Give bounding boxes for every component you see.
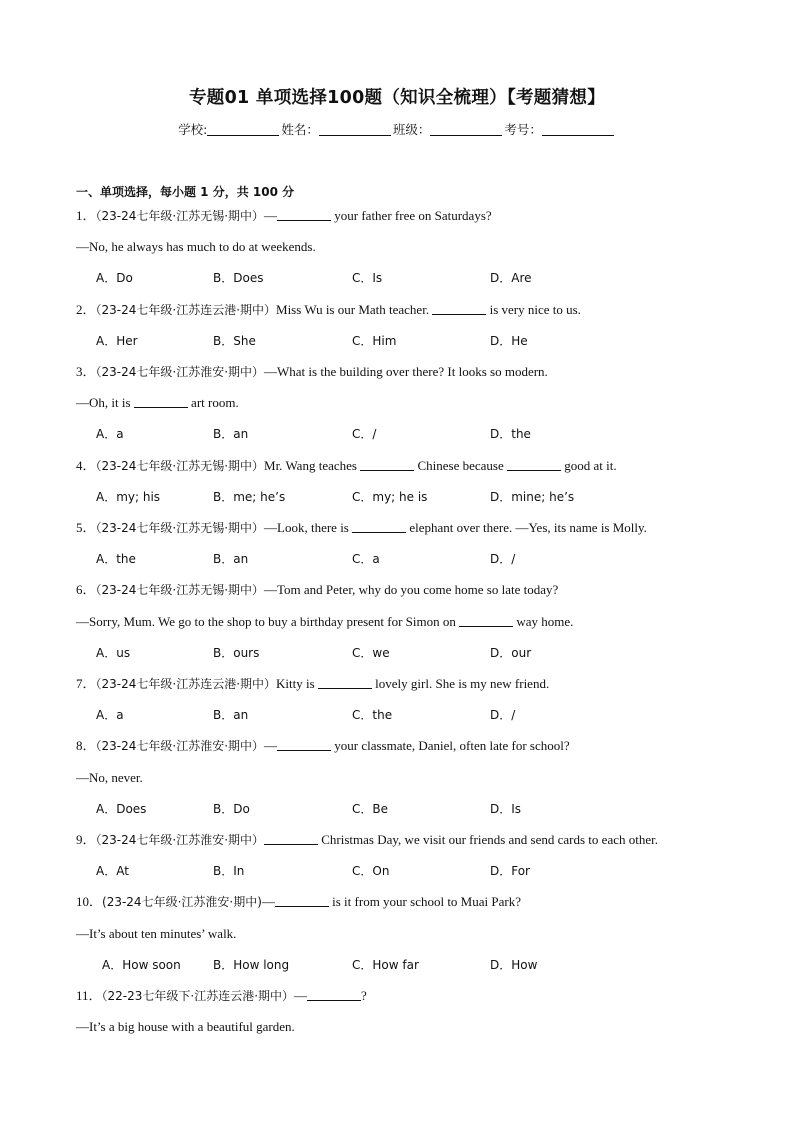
question-source: （23-24七年级·江苏淮安·期中） — [95, 365, 265, 379]
question-source: （23-24七年级·江苏无锡·期中） — [95, 209, 265, 223]
student-info-line — [0, 120, 794, 138]
option-c[interactable]: C．Is — [352, 271, 383, 285]
question-source: （23-24七年级·江苏连云港·期中） — [95, 677, 277, 691]
option-b[interactable]: B．How long — [213, 958, 290, 972]
question-number: 6． — [76, 582, 96, 597]
question-4-options — [76, 487, 754, 507]
name-label: 姓名： — [281, 122, 319, 137]
answer-blank[interactable] — [277, 208, 331, 221]
option-b[interactable]: B．Do — [213, 802, 250, 816]
question-6 — [76, 580, 754, 600]
question-11 — [76, 986, 754, 1006]
section-heading: 一、单项选择，每小题 1 分，共 100 分 — [76, 185, 295, 199]
option-c[interactable]: C．my; he is — [352, 490, 428, 504]
question-text: — — [264, 738, 278, 753]
question-2-options — [76, 331, 754, 351]
class-blank[interactable] — [430, 122, 502, 136]
question-1-line2: —No, he always has much to do at weekends. — [76, 239, 316, 254]
option-b[interactable]: B．In — [213, 864, 245, 878]
question-2 — [76, 300, 754, 320]
question-text: way home. — [513, 614, 574, 629]
question-8-options — [76, 799, 754, 819]
option-d[interactable]: D．mine; he’s — [490, 490, 575, 504]
question-6-options — [76, 643, 754, 663]
question-text: —Oh, it is — [76, 395, 134, 410]
name-blank[interactable] — [319, 122, 391, 136]
question-4 — [76, 456, 754, 476]
question-text: Christmas Day, we visit our friends and send cards to each other. — [318, 832, 658, 847]
option-c[interactable]: C．we — [352, 646, 390, 660]
question-text: Mr. Wang teaches — [264, 458, 361, 473]
question-text: — — [264, 208, 278, 223]
answer-blank[interactable] — [432, 302, 486, 315]
question-source: （23-24七年级·江苏淮安·期中） — [95, 739, 265, 753]
question-number: 3． — [76, 364, 96, 379]
question-7-options — [76, 705, 754, 725]
question-text: lovely girl. She is my new friend. — [371, 676, 550, 691]
answer-blank[interactable] — [360, 458, 414, 471]
question-3-line2 — [76, 393, 754, 413]
option-a[interactable]: A．Her — [96, 334, 138, 348]
option-c[interactable]: C．a — [352, 552, 380, 566]
option-b[interactable]: B．ours — [213, 646, 260, 660]
option-d[interactable]: D．How — [490, 958, 538, 972]
question-text: art room. — [187, 395, 239, 410]
question-source: (23-24七年级·江苏淮安·期中) — [102, 895, 262, 909]
question-source: （23-24七年级·江苏淮安·期中） — [95, 833, 265, 847]
question-text: —Sorry, Mum. We go to the shop to buy a birthday present for Simon on — [76, 614, 460, 629]
question-1 — [76, 206, 754, 226]
question-text: good at it. — [560, 458, 617, 473]
option-a[interactable]: A．the — [96, 552, 136, 566]
answer-blank[interactable] — [264, 832, 318, 845]
answer-blank[interactable] — [459, 614, 513, 627]
option-d[interactable]: D．Is — [490, 802, 522, 816]
question-source: （23-24七年级·江苏无锡·期中） — [95, 583, 265, 597]
question-9 — [76, 830, 754, 850]
question-1-options — [76, 268, 754, 288]
option-b[interactable]: B．me; he’s — [213, 490, 286, 504]
question-number: 2． — [76, 302, 96, 317]
question-number: 4． — [76, 458, 96, 473]
question-text: elephant over there. —Yes, its name is Molly. — [406, 520, 647, 535]
question-text: Kitty is — [276, 676, 318, 691]
question-8-line2: —No, never. — [76, 770, 143, 785]
question-number: 11． — [76, 988, 102, 1003]
question-text: Chinese because — [414, 458, 507, 473]
school-label: 学校: — [178, 122, 208, 137]
question-text: Miss Wu is our Math teacher. — [276, 302, 433, 317]
question-3 — [76, 362, 754, 382]
option-a[interactable]: A．a — [96, 708, 124, 722]
question-text: is very nice to us. — [486, 302, 581, 317]
option-c[interactable]: C．Be — [352, 802, 388, 816]
question-text: your classmate, Daniel, often late for school? — [331, 738, 570, 753]
option-a[interactable]: A．Do — [96, 271, 133, 285]
question-10-line2: —It’s about ten minutes’ walk. — [76, 926, 237, 941]
answer-blank[interactable] — [507, 458, 561, 471]
option-a[interactable]: A．a — [96, 427, 124, 441]
question-source: （22-23七年级下·江苏连云港·期中） — [101, 989, 295, 1003]
option-a[interactable]: A．At — [96, 864, 129, 878]
option-c[interactable]: C．Him — [352, 334, 397, 348]
option-d[interactable]: D．our — [490, 646, 532, 660]
option-a[interactable]: A．How soon — [102, 958, 181, 972]
question-text: ? — [361, 988, 367, 1003]
question-5 — [76, 518, 754, 538]
question-number: 9． — [76, 832, 96, 847]
option-a[interactable]: A．us — [96, 646, 131, 660]
question-number: 5． — [76, 520, 96, 535]
option-d[interactable]: D．/ — [490, 552, 516, 566]
question-text: —Tom and Peter, why do you come home so late today? — [264, 582, 559, 597]
school-blank[interactable] — [207, 122, 279, 136]
answer-blank[interactable] — [352, 520, 406, 533]
question-5-options — [76, 549, 754, 569]
option-d[interactable]: D．the — [490, 427, 531, 441]
number-label: 考号： — [504, 122, 542, 137]
question-text: is it from your school to Muai Park? — [328, 894, 521, 909]
option-a[interactable]: A．Does — [96, 802, 147, 816]
option-d[interactable]: D．/ — [490, 708, 516, 722]
question-10 — [76, 892, 754, 912]
document-title: 专题01 单项选择100题（知识全梳理）【考题猜想】 — [188, 88, 606, 108]
question-number: 1． — [76, 208, 96, 223]
option-b[interactable]: B．She — [213, 334, 256, 348]
question-3-options — [76, 424, 754, 444]
question-text: your father free on Saturdays? — [331, 208, 492, 223]
question-text: —Look, there is — [264, 520, 353, 535]
option-c[interactable]: C．the — [352, 708, 393, 722]
number-blank[interactable] — [542, 122, 614, 136]
option-c[interactable]: C．/ — [352, 427, 377, 441]
question-8 — [76, 736, 754, 756]
option-d[interactable]: D．He — [490, 334, 528, 348]
question-number: 7． — [76, 676, 96, 691]
question-text: —What is the building over there? It looks so modern. — [264, 364, 548, 379]
option-d[interactable]: D．Are — [490, 271, 532, 285]
question-11-line2: —It’s a big house with a beautiful garden. — [76, 1019, 295, 1034]
question-source: （23-24七年级·江苏无锡·期中） — [95, 459, 265, 473]
question-7 — [76, 674, 754, 694]
answer-blank[interactable] — [277, 738, 331, 751]
question-source: （23-24七年级·江苏无锡·期中） — [95, 521, 265, 535]
answer-blank[interactable] — [275, 894, 329, 907]
option-c[interactable]: C．On — [352, 864, 390, 878]
option-a[interactable]: A．my; his — [96, 490, 161, 504]
question-number: 10． — [76, 894, 103, 909]
option-b[interactable]: B．an — [213, 552, 249, 566]
question-9-options — [76, 861, 754, 881]
answer-blank[interactable] — [307, 988, 361, 1001]
option-b[interactable]: B．an — [213, 427, 249, 441]
option-b[interactable]: B．an — [213, 708, 249, 722]
answer-blank[interactable] — [318, 676, 372, 689]
question-10-options — [76, 955, 754, 975]
answer-blank[interactable] — [134, 395, 188, 408]
question-text: — — [261, 894, 275, 909]
class-label: 班级： — [392, 122, 431, 137]
option-d[interactable]: D．For — [490, 864, 530, 878]
option-c[interactable]: C．How far — [352, 958, 419, 972]
option-b[interactable]: B．Does — [213, 271, 264, 285]
question-text: — — [294, 988, 308, 1003]
question-number: 8． — [76, 738, 96, 753]
question-source: （23-24七年级·江苏连云港·期中） — [95, 303, 277, 317]
question-6-line2 — [76, 612, 754, 632]
